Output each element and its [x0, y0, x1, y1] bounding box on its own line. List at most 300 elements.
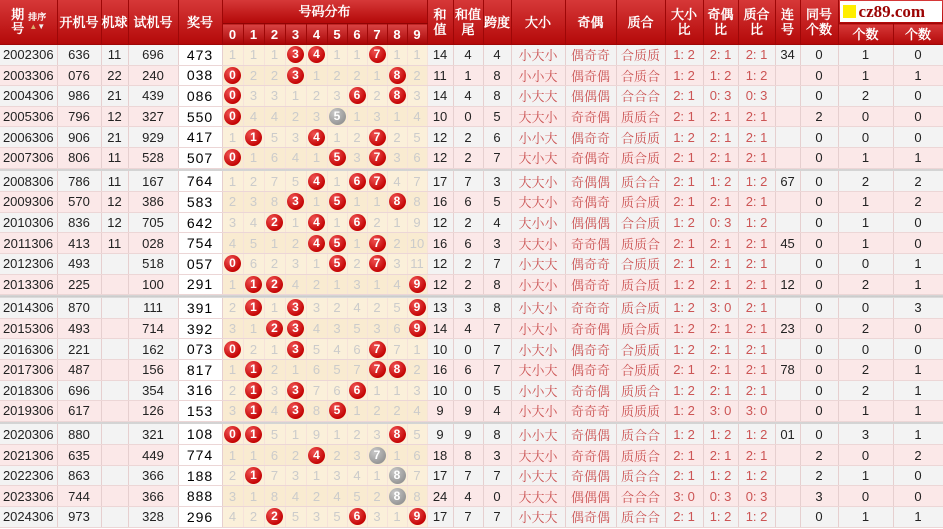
miss-count: 1 — [373, 276, 381, 292]
cell-dist-2 — [264, 253, 285, 274]
cell-dist-9 — [407, 298, 427, 319]
cell-dist-3 — [285, 424, 306, 445]
col-header-oddeven-ratio: 奇偶比 — [703, 0, 738, 45]
cell-dist-0 — [222, 86, 243, 107]
miss-count: 7 — [393, 341, 401, 357]
cell-dist-6 — [347, 445, 367, 466]
cell-dist-5 — [327, 86, 347, 107]
dist-digit-header-3: 3 — [285, 24, 306, 45]
hit-ball: 4 — [308, 447, 325, 464]
miss-count: 2 — [312, 488, 321, 504]
cell-kaiji: 906 — [57, 127, 101, 148]
cell-prize: 583 — [178, 192, 222, 213]
logo-cz89[interactable] — [840, 1, 942, 22]
hit-ball: 4 — [308, 46, 325, 63]
table-row — [0, 339, 943, 360]
miss-count: 1 — [413, 47, 421, 63]
cell-dist-4 — [306, 339, 327, 360]
miss-count: 3 — [393, 150, 401, 166]
miss-count: 3 — [270, 88, 279, 104]
cell-sum-tail: 7 — [453, 507, 483, 528]
cell-dist-1 — [243, 359, 264, 380]
cell-dist-8 — [387, 318, 407, 339]
cell-sum: 13 — [427, 298, 453, 319]
table-body — [0, 45, 943, 528]
cell-count-2: 1 — [893, 507, 943, 528]
cell-bigsmall-ratio: 2: 1 — [665, 507, 703, 528]
cell-sum: 16 — [427, 192, 453, 213]
cell-sum: 12 — [427, 253, 453, 274]
cell-dist-5 — [327, 253, 347, 274]
miss-count: 6 — [413, 150, 421, 166]
cell-oddeven-ratio: 2: 1 — [703, 380, 738, 401]
cell-oddeven: 奇偶奇 — [565, 192, 616, 213]
miss-count: 4 — [353, 300, 361, 316]
cell-count-1: 1 — [838, 192, 893, 213]
cell-dist-3 — [285, 274, 306, 295]
cell-consecutive — [775, 339, 800, 360]
miss-count: 1 — [353, 109, 361, 125]
cell-jiqiu: 12 — [101, 212, 128, 233]
miss-count: 2 — [353, 256, 361, 272]
cell-dist-7 — [367, 424, 387, 445]
cell-bigsmall: 大大小 — [511, 233, 565, 254]
cell-dist-7 — [367, 486, 387, 507]
cell-bigsmall-ratio: 1: 2 — [665, 339, 703, 360]
miss-count: 4 — [413, 403, 421, 419]
cell-dist-3 — [285, 65, 306, 86]
miss-count: 2 — [333, 67, 341, 83]
table-row — [0, 253, 943, 274]
miss-count: 2 — [291, 447, 300, 463]
miss-count: 1 — [333, 129, 341, 145]
cell-shiji: 439 — [128, 86, 178, 107]
cell-primecomp-ratio: 2: 1 — [738, 298, 775, 319]
cell-consecutive — [775, 298, 800, 319]
cell-dist-2 — [264, 106, 285, 127]
miss-count: 9 — [413, 215, 421, 231]
miss-count: 1 — [228, 47, 237, 63]
cell-jiqiu — [101, 424, 128, 445]
cell-dist-1 — [243, 212, 264, 233]
miss-count: 4 — [333, 488, 341, 504]
cell-dist-4 — [306, 465, 327, 486]
cell-kaiji: 863 — [57, 465, 101, 486]
cell-dist-6 — [347, 486, 367, 507]
cell-bigsmall-ratio: 1: 2 — [665, 212, 703, 233]
cell-issue: 2024306 — [0, 507, 57, 528]
cell-shiji: 167 — [128, 171, 178, 192]
cell-kaiji: 225 — [57, 274, 101, 295]
sort-desc-icon[interactable]: ▼ — [37, 22, 46, 31]
cell-dist-1 — [243, 65, 264, 86]
hit-ball: 4 — [308, 214, 325, 231]
cell-sum: 12 — [427, 274, 453, 295]
cell-bigsmall-ratio: 2: 1 — [665, 233, 703, 254]
miss-count: 1 — [291, 88, 300, 104]
miss-count: 7 — [270, 173, 279, 189]
miss-count: 4 — [393, 276, 401, 292]
cell-bigsmall-ratio: 1: 2 — [665, 274, 703, 295]
cell-kaiji: 636 — [57, 45, 101, 66]
cell-primecomp-ratio: 0: 3 — [738, 86, 775, 107]
cell-dist-9 — [407, 127, 427, 148]
cell-dist-0 — [222, 212, 243, 233]
miss-count: 5 — [312, 341, 321, 357]
cell-dist-4 — [306, 233, 327, 254]
cell-issue: 2004306 — [0, 86, 57, 107]
miss-count: 2 — [249, 173, 258, 189]
cell-dist-5 — [327, 359, 347, 380]
cell-prize: 642 — [178, 212, 222, 233]
cell-primecomp-ratio: 2: 1 — [738, 359, 775, 380]
cell-dist-7 — [367, 507, 387, 528]
cell-oddeven-ratio: 1: 2 — [703, 424, 738, 445]
cell-kaiji: 836 — [57, 212, 101, 233]
cell-oddeven-ratio: 1: 2 — [703, 465, 738, 486]
cell-bigsmall: 大大小 — [511, 171, 565, 192]
cell-span: 6 — [483, 127, 511, 148]
miss-count: 2 — [249, 67, 258, 83]
cell-dist-4 — [306, 486, 327, 507]
cell-dist-0 — [222, 445, 243, 466]
miss-count: 2 — [393, 129, 401, 145]
miss-count: 1 — [373, 468, 381, 484]
cell-jiqiu — [101, 380, 128, 401]
miss-count: 7 — [413, 468, 421, 484]
cell-primecomp-ratio: 1: 2 — [738, 212, 775, 233]
cell-dist-4 — [306, 507, 327, 528]
cell-dist-0 — [222, 45, 243, 66]
cell-prize: 086 — [178, 86, 222, 107]
cell-consecutive — [775, 86, 800, 107]
cell-dist-4 — [306, 318, 327, 339]
cell-dist-2 — [264, 212, 285, 233]
cell-jiqiu: 11 — [101, 45, 128, 66]
cell-sum: 16 — [427, 359, 453, 380]
cell-kaiji: 570 — [57, 192, 101, 213]
cell-primecomp: 合合合 — [616, 86, 665, 107]
col-header-count-2: 个数 — [893, 24, 943, 45]
miss-count: 3 — [312, 509, 321, 525]
hit-ball: 9 — [409, 320, 426, 337]
miss-count: 1 — [249, 488, 258, 504]
hit-ball: 7 — [369, 235, 386, 252]
cell-dist-7 — [367, 359, 387, 380]
miss-count: 1 — [228, 276, 237, 292]
miss-count: 1 — [312, 256, 321, 272]
cell-shiji: 366 — [128, 486, 178, 507]
miss-count: 7 — [353, 362, 361, 378]
cell-primecomp: 合合合 — [616, 486, 665, 507]
cell-sum: 10 — [427, 380, 453, 401]
miss-count: 2 — [373, 88, 381, 104]
cell-dist-2 — [264, 192, 285, 213]
cell-bigsmall-ratio: 1: 2 — [665, 65, 703, 86]
cell-dist-0 — [222, 298, 243, 319]
cell-dist-7 — [367, 86, 387, 107]
hit-ball: 3 — [287, 320, 304, 337]
miss-count: 1 — [291, 426, 300, 442]
cell-dist-4 — [306, 147, 327, 168]
cell-bigsmall-ratio: 1: 2 — [665, 401, 703, 422]
table-row — [0, 106, 943, 127]
cell-dist-1 — [243, 380, 264, 401]
cell-consecutive — [775, 445, 800, 466]
cell-oddeven: 奇奇偶 — [565, 106, 616, 127]
cell-oddeven-ratio: 2: 1 — [703, 106, 738, 127]
cell-oddeven-ratio: 2: 1 — [703, 318, 738, 339]
cell-count-1: 0 — [838, 106, 893, 127]
cell-oddeven: 奇偶奇 — [565, 147, 616, 168]
repeat-ball: 5 — [329, 108, 346, 125]
cell-count-2: 3 — [893, 298, 943, 319]
cell-oddeven: 奇奇偶 — [565, 318, 616, 339]
col-header-issue — [0, 0, 57, 45]
cell-jiqiu — [101, 339, 128, 360]
col-header-bigsmall: 大小 — [511, 0, 565, 45]
cell-dist-3 — [285, 192, 306, 213]
cell-oddeven: 偶奇偶 — [565, 507, 616, 528]
cell-prize: 188 — [178, 465, 222, 486]
cell-dist-6 — [347, 212, 367, 233]
cell-count-2: 1 — [893, 253, 943, 274]
cell-primecomp: 质合合 — [616, 507, 665, 528]
miss-count: 3 — [373, 321, 381, 337]
repeat-ball: 8 — [389, 467, 406, 484]
cell-sum-tail: 6 — [453, 359, 483, 380]
cell-dist-2 — [264, 445, 285, 466]
cell-dist-8 — [387, 233, 407, 254]
cell-count-2: 0 — [893, 212, 943, 233]
sort-asc-icon[interactable]: ▲ — [29, 22, 38, 31]
hit-ball: 9 — [409, 508, 426, 525]
miss-count: 2 — [413, 362, 421, 378]
miss-count: 5 — [249, 235, 258, 251]
cell-bigsmall-ratio: 2: 1 — [665, 171, 703, 192]
cell-dist-2 — [264, 465, 285, 486]
cell-issue: 2021306 — [0, 445, 57, 466]
cell-dist-4 — [306, 171, 327, 192]
cell-dist-5 — [327, 380, 347, 401]
cell-sum-tail: 9 — [453, 401, 483, 422]
cell-primecomp: 合质质 — [616, 253, 665, 274]
cell-samenum-count: 3 — [800, 486, 838, 507]
logo-cell — [838, 0, 943, 24]
cell-span: 3 — [483, 445, 511, 466]
cell-oddeven-ratio: 3: 0 — [703, 298, 738, 319]
cell-samenum-count: 0 — [800, 253, 838, 274]
cell-kaiji: 221 — [57, 339, 101, 360]
miss-count: 3 — [333, 88, 341, 104]
cell-dist-7 — [367, 65, 387, 86]
cell-dist-7 — [367, 171, 387, 192]
cell-prize: 316 — [178, 380, 222, 401]
cell-dist-6 — [347, 192, 367, 213]
cell-samenum-count: 0 — [800, 380, 838, 401]
miss-count: 1 — [291, 215, 300, 231]
cell-samenum-count: 0 — [800, 192, 838, 213]
hit-ball: 5 — [329, 149, 346, 166]
hit-ball: 8 — [389, 193, 406, 210]
cell-kaiji: 973 — [57, 507, 101, 528]
miss-count: 3 — [228, 403, 237, 419]
cell-primecomp-ratio: 2: 1 — [738, 233, 775, 254]
dist-digit-header-5: 5 — [327, 24, 347, 45]
cell-oddeven-ratio: 2: 1 — [703, 445, 738, 466]
cell-kaiji: 493 — [57, 253, 101, 274]
cell-jiqiu: 12 — [101, 106, 128, 127]
miss-count: 11 — [410, 256, 424, 272]
cell-kaiji: 870 — [57, 298, 101, 319]
cell-bigsmall: 小小大 — [511, 65, 565, 86]
cell-span: 5 — [483, 380, 511, 401]
miss-count: 1 — [270, 47, 279, 63]
miss-count: 2 — [373, 488, 381, 504]
cell-oddeven: 奇偶偶 — [565, 171, 616, 192]
cell-shiji: 162 — [128, 339, 178, 360]
cell-consecutive — [775, 192, 800, 213]
cell-oddeven: 奇偶偶 — [565, 465, 616, 486]
cell-oddeven-ratio: 3: 0 — [703, 401, 738, 422]
cell-count-1: 1 — [838, 233, 893, 254]
cell-dist-1 — [243, 507, 264, 528]
miss-count: 7 — [312, 382, 321, 398]
col-header-oddeven: 奇偶 — [565, 0, 616, 45]
cell-count-2: 0 — [893, 318, 943, 339]
cell-bigsmall: 小大小 — [511, 318, 565, 339]
miss-count: 3 — [291, 468, 300, 484]
cell-dist-8 — [387, 380, 407, 401]
cell-samenum-count: 0 — [800, 424, 838, 445]
sort-control[interactable] — [28, 13, 46, 31]
cell-span: 7 — [483, 253, 511, 274]
cell-bigsmall: 小大大 — [511, 253, 565, 274]
cell-dist-4 — [306, 253, 327, 274]
cell-jiqiu: 11 — [101, 171, 128, 192]
miss-count: 3 — [249, 88, 258, 104]
cell-shiji: 100 — [128, 274, 178, 295]
table-row — [0, 192, 943, 213]
cell-sum: 12 — [427, 127, 453, 148]
cell-sum: 24 — [427, 486, 453, 507]
cell-count-2: 0 — [893, 465, 943, 486]
cell-dist-4 — [306, 445, 327, 466]
cell-dist-3 — [285, 445, 306, 466]
hit-ball: 7 — [369, 341, 386, 358]
cell-dist-5 — [327, 45, 347, 66]
cell-primecomp: 质合合 — [616, 465, 665, 486]
cell-dist-2 — [264, 171, 285, 192]
miss-count: 1 — [312, 468, 321, 484]
hit-ball: 1 — [245, 467, 262, 484]
hit-ball: 4 — [308, 129, 325, 146]
cell-primecomp-ratio: 2: 1 — [738, 253, 775, 274]
cell-bigsmall-ratio: 2: 1 — [665, 465, 703, 486]
cell-primecomp-ratio: 2: 1 — [738, 339, 775, 360]
cell-dist-0 — [222, 465, 243, 486]
hit-ball: 2 — [266, 508, 283, 525]
cell-kaiji: 696 — [57, 380, 101, 401]
cell-primecomp-ratio: 2: 1 — [738, 274, 775, 295]
miss-count: 3 — [228, 488, 237, 504]
cell-samenum-count: 0 — [800, 318, 838, 339]
cell-bigsmall-ratio: 1: 2 — [665, 127, 703, 148]
cell-dist-7 — [367, 339, 387, 360]
cell-oddeven: 偶奇奇 — [565, 45, 616, 66]
cell-count-2: 1 — [893, 401, 943, 422]
cell-shiji: 327 — [128, 106, 178, 127]
cell-shiji: 240 — [128, 65, 178, 86]
cell-kaiji: 986 — [57, 86, 101, 107]
col-header-jiqiu: 机球 — [101, 0, 128, 45]
miss-count: 4 — [249, 109, 258, 125]
miss-count: 1 — [291, 362, 300, 378]
cell-dist-9 — [407, 401, 427, 422]
hit-ball: 1 — [245, 426, 262, 443]
miss-count: 9 — [312, 426, 321, 442]
miss-count: 2 — [270, 256, 279, 272]
cell-primecomp-ratio: 1: 2 — [738, 65, 775, 86]
col-header-span: 跨度 — [483, 0, 511, 45]
hit-ball: 7 — [369, 361, 386, 378]
table-row — [0, 507, 943, 528]
cell-sum-tail: 3 — [453, 298, 483, 319]
cell-shiji: 354 — [128, 380, 178, 401]
logo-text: cz89.com — [858, 2, 926, 21]
miss-count: 1 — [393, 215, 401, 231]
cell-primecomp: 质质合 — [616, 380, 665, 401]
miss-count: 1 — [333, 426, 341, 442]
cell-sum: 17 — [427, 507, 453, 528]
cell-dist-6 — [347, 318, 367, 339]
cell-jiqiu: 11 — [101, 147, 128, 168]
dist-digit-header-0: 0 — [222, 24, 243, 45]
cell-dist-3 — [285, 507, 306, 528]
miss-count: 2 — [228, 468, 237, 484]
table-row — [0, 486, 943, 507]
hit-ball: 3 — [287, 67, 304, 84]
cell-dist-2 — [264, 233, 285, 254]
cell-kaiji: 487 — [57, 359, 101, 380]
cell-count-1: 1 — [838, 401, 893, 422]
cell-jiqiu — [101, 298, 128, 319]
cell-prize: 888 — [178, 486, 222, 507]
cell-dist-5 — [327, 274, 347, 295]
cell-issue: 2011306 — [0, 233, 57, 254]
miss-count: 5 — [353, 488, 361, 504]
miss-count: 1 — [353, 403, 361, 419]
cell-dist-4 — [306, 65, 327, 86]
cell-dist-9 — [407, 147, 427, 168]
cell-dist-4 — [306, 359, 327, 380]
cell-sum: 17 — [427, 171, 453, 192]
cell-primecomp: 质合质 — [616, 298, 665, 319]
table-row — [0, 147, 943, 168]
cell-oddeven: 奇奇偶 — [565, 445, 616, 466]
cell-dist-1 — [243, 171, 264, 192]
cell-dist-4 — [306, 106, 327, 127]
sort-arrows[interactable] — [29, 22, 45, 31]
cell-dist-6 — [347, 147, 367, 168]
cell-issue: 2006306 — [0, 127, 57, 148]
cell-dist-8 — [387, 507, 407, 528]
miss-count: 3 — [353, 447, 361, 463]
miss-count: 5 — [413, 426, 421, 442]
cell-issue: 2002306 — [0, 45, 57, 66]
cell-dist-8 — [387, 401, 407, 422]
cell-consecutive — [775, 127, 800, 148]
